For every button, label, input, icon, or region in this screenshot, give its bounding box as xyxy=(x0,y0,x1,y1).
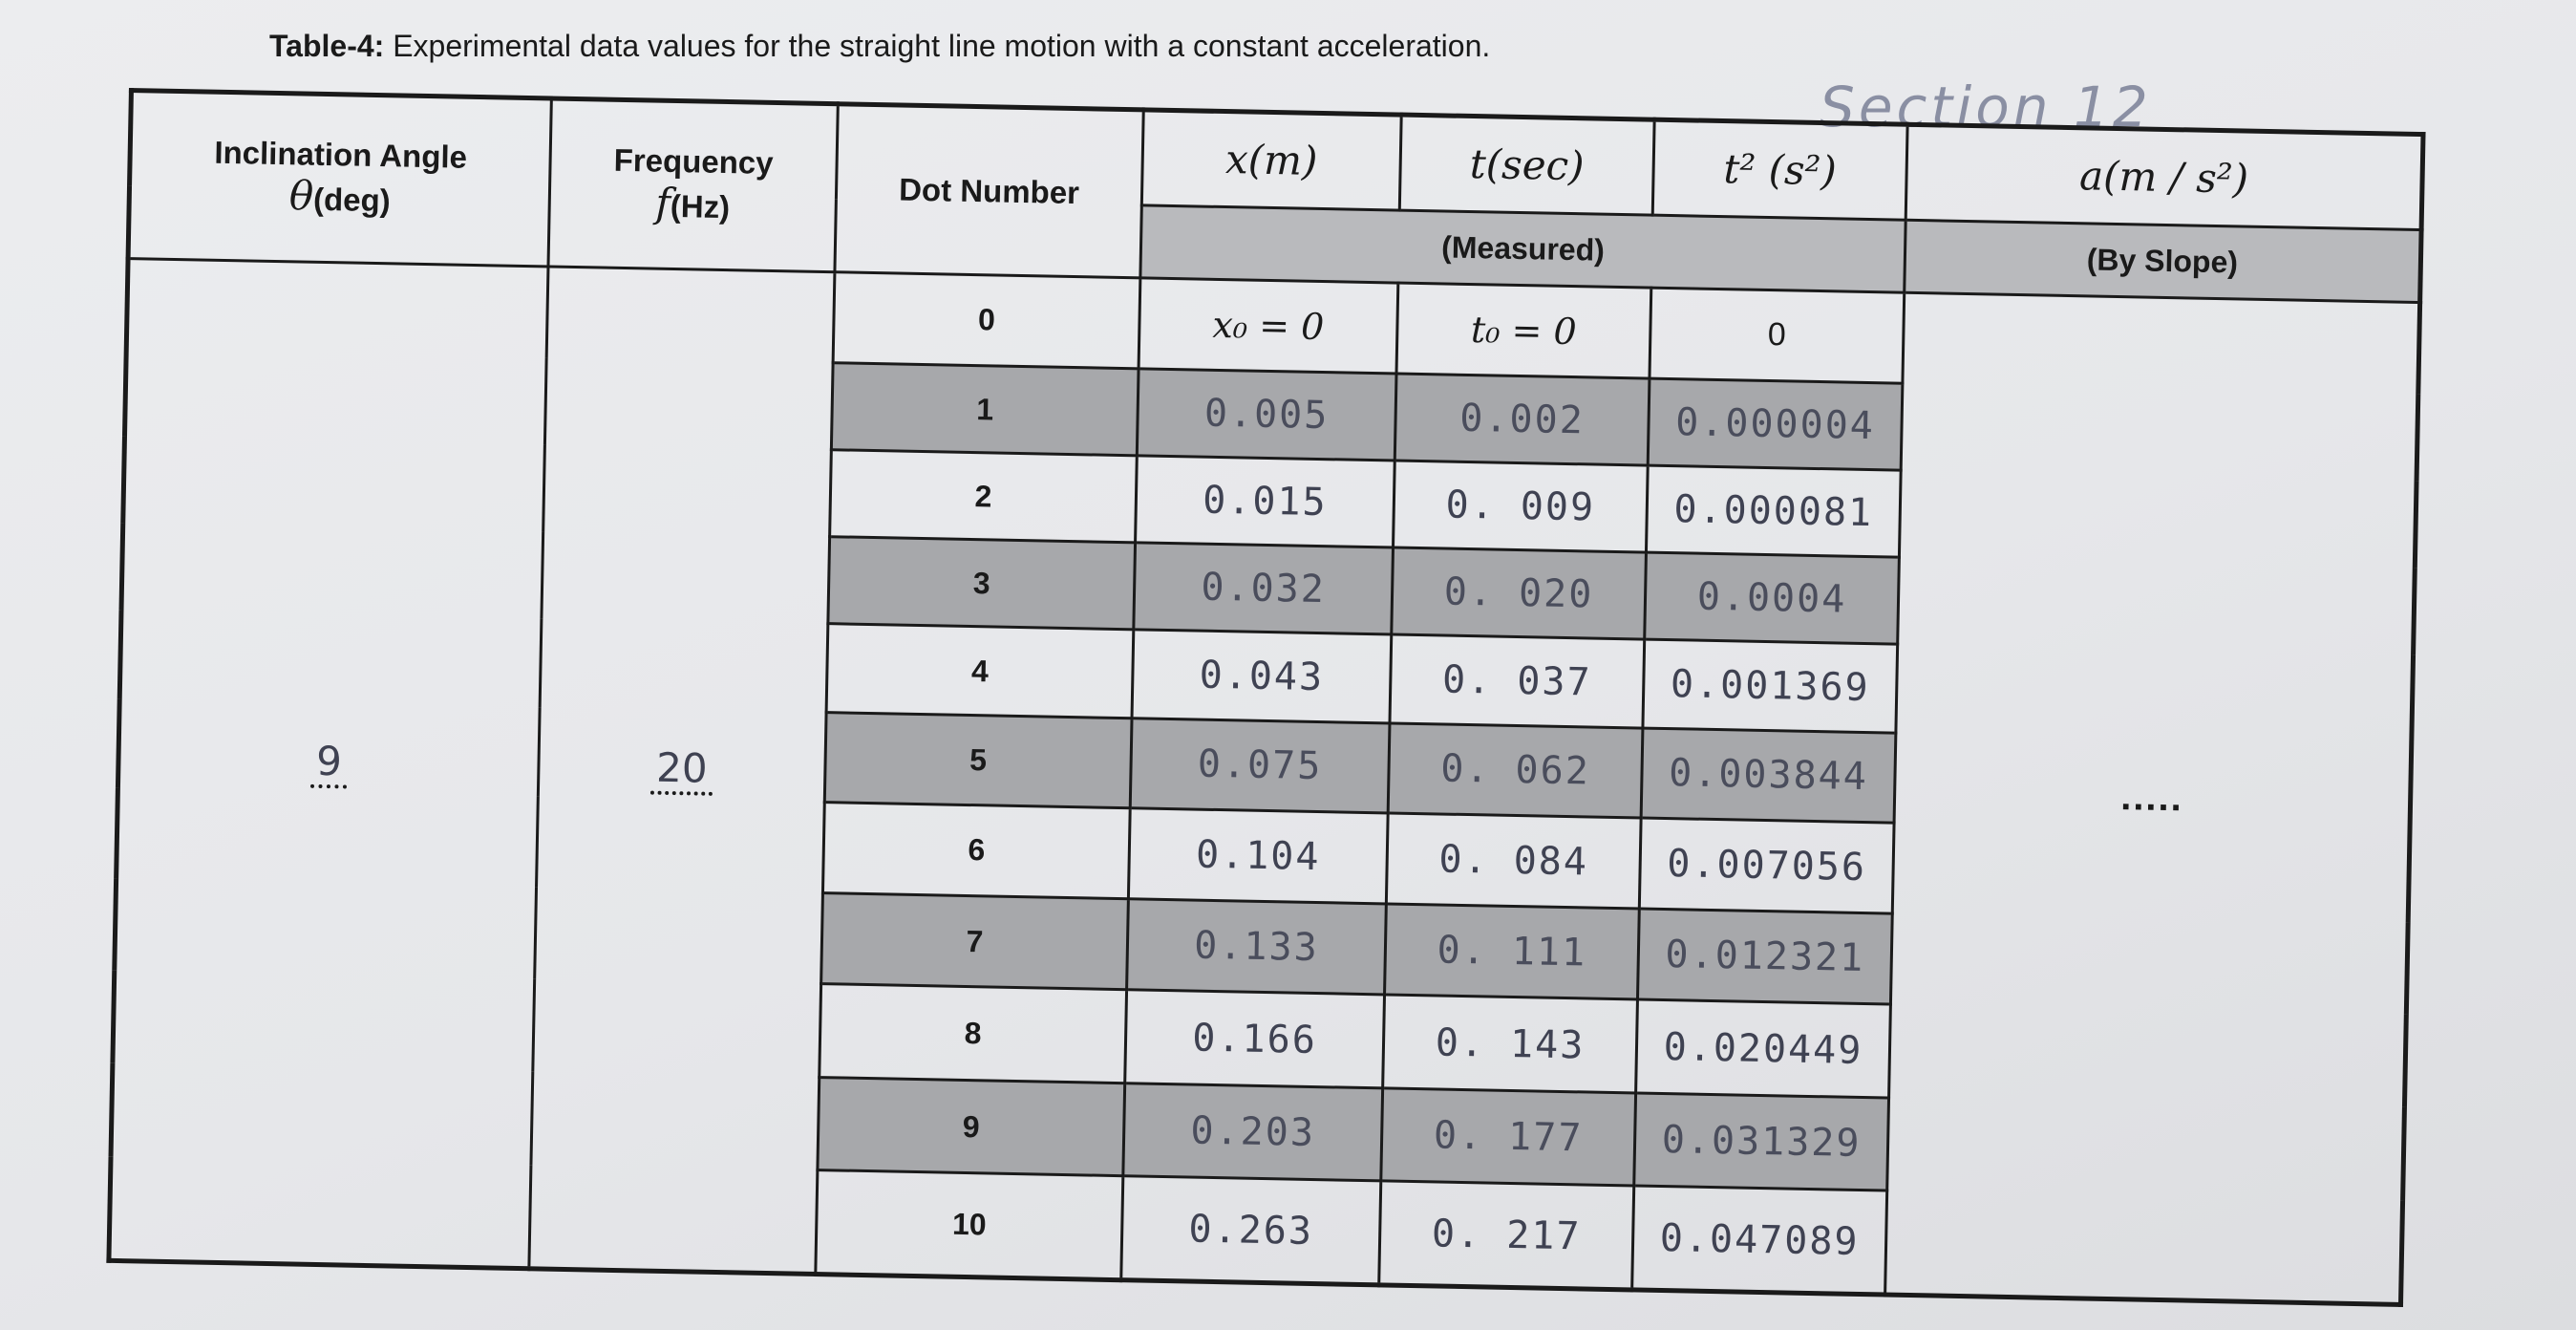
t-squared-cell: 0.031329 xyxy=(1661,1118,1862,1167)
x-cell: 0.005 xyxy=(1203,391,1330,439)
acceleration-placeholder: ..... xyxy=(2119,775,2184,820)
t-cell: 0.002 xyxy=(1458,396,1586,443)
x-cell: 0.166 xyxy=(1191,1016,1318,1062)
dot-number-cell: 3 xyxy=(828,537,1136,630)
t-squared-cell: 0.047089 xyxy=(1659,1215,1860,1264)
x-cell: 0.075 xyxy=(1197,742,1323,789)
header-angle-title: Inclination Angle xyxy=(214,135,468,176)
dot-number-cell: 1 xyxy=(831,363,1139,456)
header-angle-symbol: θ xyxy=(288,172,314,221)
angle-value: 9 xyxy=(310,738,349,789)
data-table-wrapper xyxy=(106,88,2420,1307)
t-cell: 0. 009 xyxy=(1445,483,1596,530)
header-acceleration: a(m / s²) xyxy=(1905,124,2423,229)
t-cell: 0. 177 xyxy=(1433,1113,1584,1161)
header-by-slope: (By Slope) xyxy=(1905,220,2421,302)
t-squared-cell: 0 xyxy=(1650,288,1905,383)
t-squared-cell: 0.001369 xyxy=(1670,662,1871,711)
x-cell: 0.104 xyxy=(1195,832,1321,879)
t-cell: 0. 111 xyxy=(1437,928,1587,976)
table-caption xyxy=(269,29,1490,64)
experimental-data-table xyxy=(106,88,2425,1307)
dot-number-cell: 8 xyxy=(820,984,1127,1083)
dot-number-cell: 6 xyxy=(822,802,1130,899)
t-squared-cell: 0.007056 xyxy=(1666,841,1867,890)
header-frequency-title: Frequency xyxy=(613,142,774,182)
t-cell: 0. 217 xyxy=(1431,1212,1582,1259)
header-frequency xyxy=(548,98,838,271)
angle-value-cell xyxy=(109,258,548,1269)
x-cell: 0.203 xyxy=(1190,1108,1316,1156)
t-squared-cell: 0.003844 xyxy=(1668,751,1869,800)
t-cell: t₀ = 0 xyxy=(1396,283,1651,378)
header-frequency-unit: (Hz) xyxy=(670,188,731,225)
x-cell: 0.015 xyxy=(1202,478,1329,526)
table-caption-text: Experimental data values for the straight line motion with a constant acceleration. xyxy=(384,29,1491,63)
dot-number-cell: 5 xyxy=(824,713,1132,807)
x-cell: 0.263 xyxy=(1188,1207,1314,1254)
acceleration-value-cell xyxy=(1885,292,2420,1305)
t-cell: 0. 020 xyxy=(1443,569,1594,617)
frequency-value: 20 xyxy=(650,743,713,795)
x-cell: 0.032 xyxy=(1201,565,1327,612)
header-t-squared: t² (s²) xyxy=(1652,119,1907,220)
t-squared-cell: 0.0004 xyxy=(1696,574,1847,622)
t-squared-cell: 0.000081 xyxy=(1673,487,1874,536)
handwritten-section-note: Section 12 xyxy=(1820,75,2152,139)
dot-number-cell: 9 xyxy=(818,1077,1125,1176)
dot-number-cell: 0 xyxy=(833,271,1140,369)
t-cell: 0. 084 xyxy=(1438,837,1589,885)
dot-number-cell: 7 xyxy=(821,893,1129,991)
header-angle-unit: (deg) xyxy=(312,182,392,219)
dot-number-cell: 2 xyxy=(830,450,1138,543)
header-dot-number: Dot Number xyxy=(835,104,1143,278)
t-squared-cell: 0.020449 xyxy=(1663,1024,1863,1073)
t-cell: 0. 037 xyxy=(1441,657,1593,705)
x-cell: x₀ = 0 xyxy=(1139,277,1398,374)
dot-number-cell: 4 xyxy=(826,624,1134,719)
frequency-value-cell xyxy=(529,267,835,1275)
dot-number-cell: 10 xyxy=(816,1170,1123,1280)
header-measured: (Measured) xyxy=(1140,205,1905,292)
t-squared-cell: 0.012321 xyxy=(1665,933,1865,981)
x-cell: 0.133 xyxy=(1193,923,1320,971)
header-frequency-symbol: f xyxy=(654,179,671,227)
t-squared-cell: 0.000004 xyxy=(1674,400,1876,449)
header-x: x(m) xyxy=(1141,110,1401,210)
table-caption-label: Table-4: xyxy=(269,29,385,63)
header-t: t(sec) xyxy=(1399,115,1654,215)
t-cell: 0. 143 xyxy=(1435,1020,1586,1068)
x-cell: 0.043 xyxy=(1199,653,1325,700)
header-inclination-angle xyxy=(128,91,551,267)
t-cell: 0. 062 xyxy=(1439,746,1591,794)
